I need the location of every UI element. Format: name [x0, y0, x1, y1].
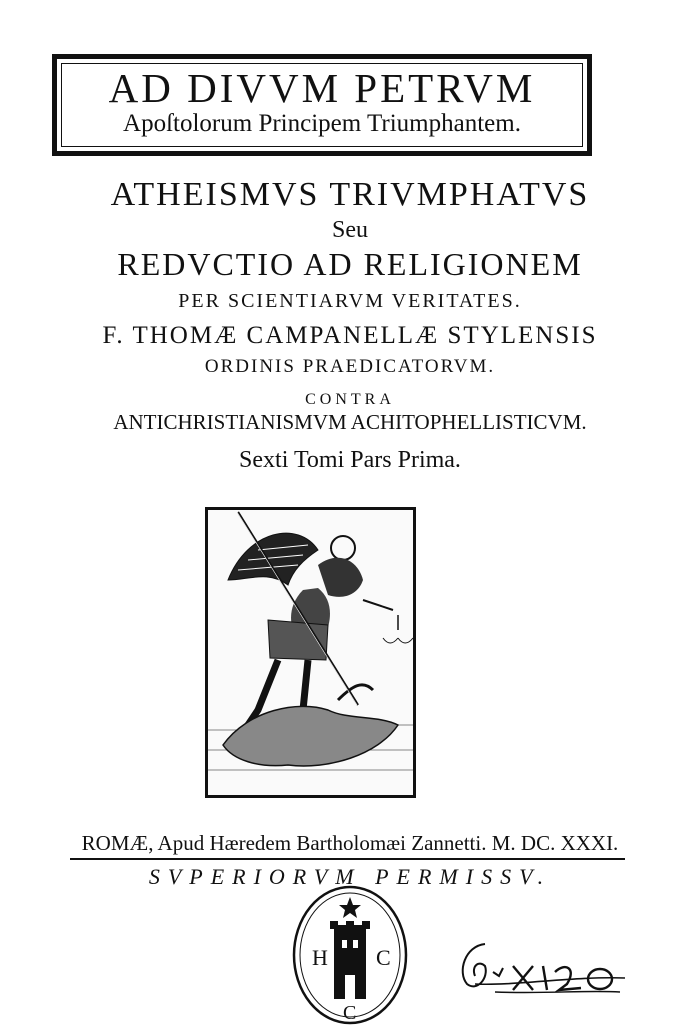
printer-mark-letter-right: C [376, 945, 391, 970]
st-michael-slaying-dragon-woodcut [205, 507, 416, 798]
title-main: ATHEISMVS TRIVMPHATVS [110, 176, 590, 213]
title-per: PER SCIENTIARVM VERITATES. [178, 290, 522, 312]
printer-mark-letter-left: H [312, 945, 328, 970]
author-name: F. THOMÆ CAMPANELLÆ STYLENSIS [102, 322, 598, 349]
title-seu: Seu [332, 217, 368, 243]
title-subtitle: REDVCTIO AD RELIGIONEM [117, 246, 583, 282]
contra-text: ANTICHRISTIANISMVM ACHITOPHELLISTICVM. [113, 410, 587, 434]
volume-line: Sexti Tomi Pars Prima. [239, 447, 461, 473]
contra-label: CONTRA [305, 391, 395, 408]
dedication-line-1: AD DIVVM PETRVM [108, 65, 536, 111]
tower-printer-mark-icon [290, 885, 410, 1025]
handwritten-signature [455, 932, 635, 1002]
printer-mark-letter-bottom: C [343, 1002, 357, 1024]
permissu-line: SVPERIORVM PERMISSV. [148, 864, 552, 889]
dedication-line-2: Apoſtolorum Principem Triumphantem. [123, 110, 521, 137]
author-order: ORDINIS PRAEDICATORVM. [204, 356, 496, 377]
imprint-line: ROMÆ, Apud Hæredem Bartholomæi Zannetti. M. DC. XXXI. [81, 831, 619, 855]
imprint-rule-top [70, 858, 625, 860]
